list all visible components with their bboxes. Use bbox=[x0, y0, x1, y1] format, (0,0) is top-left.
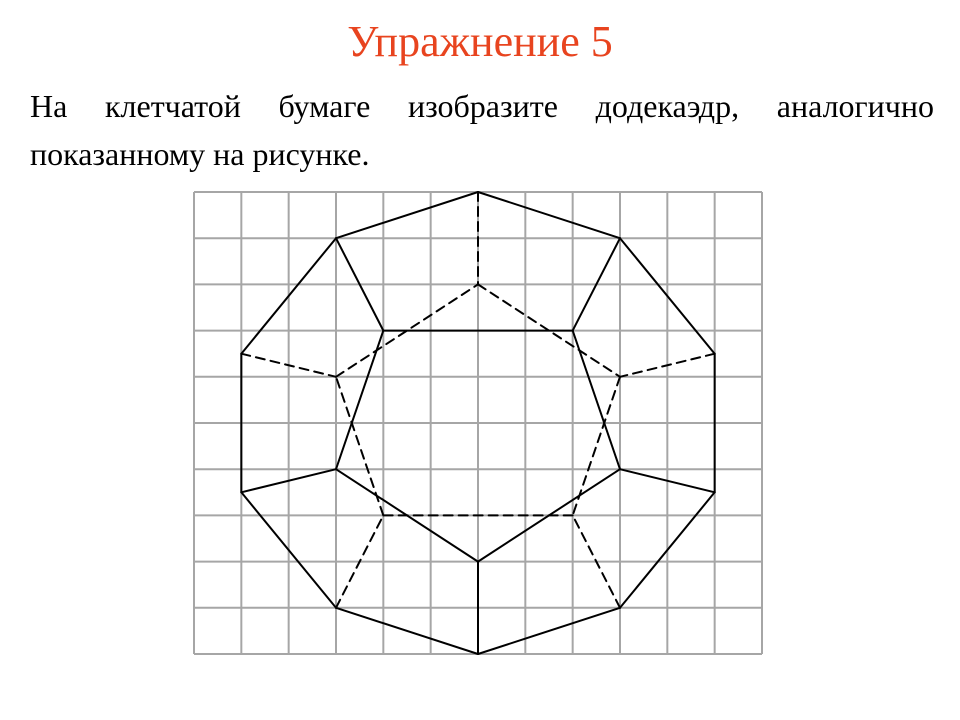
visible-edge bbox=[478, 608, 620, 654]
dodecahedron-drawing bbox=[190, 188, 766, 658]
dodecahedron-figure bbox=[190, 188, 766, 658]
task-text: На клетчатой бумаге изобразите додекаэдр, аналогично показанному на рисунке. bbox=[30, 88, 934, 172]
slide-title: Упражнение 5 bbox=[347, 17, 613, 66]
visible-edge bbox=[336, 608, 478, 654]
visible-edge bbox=[336, 192, 478, 238]
visible-edge bbox=[478, 192, 620, 238]
